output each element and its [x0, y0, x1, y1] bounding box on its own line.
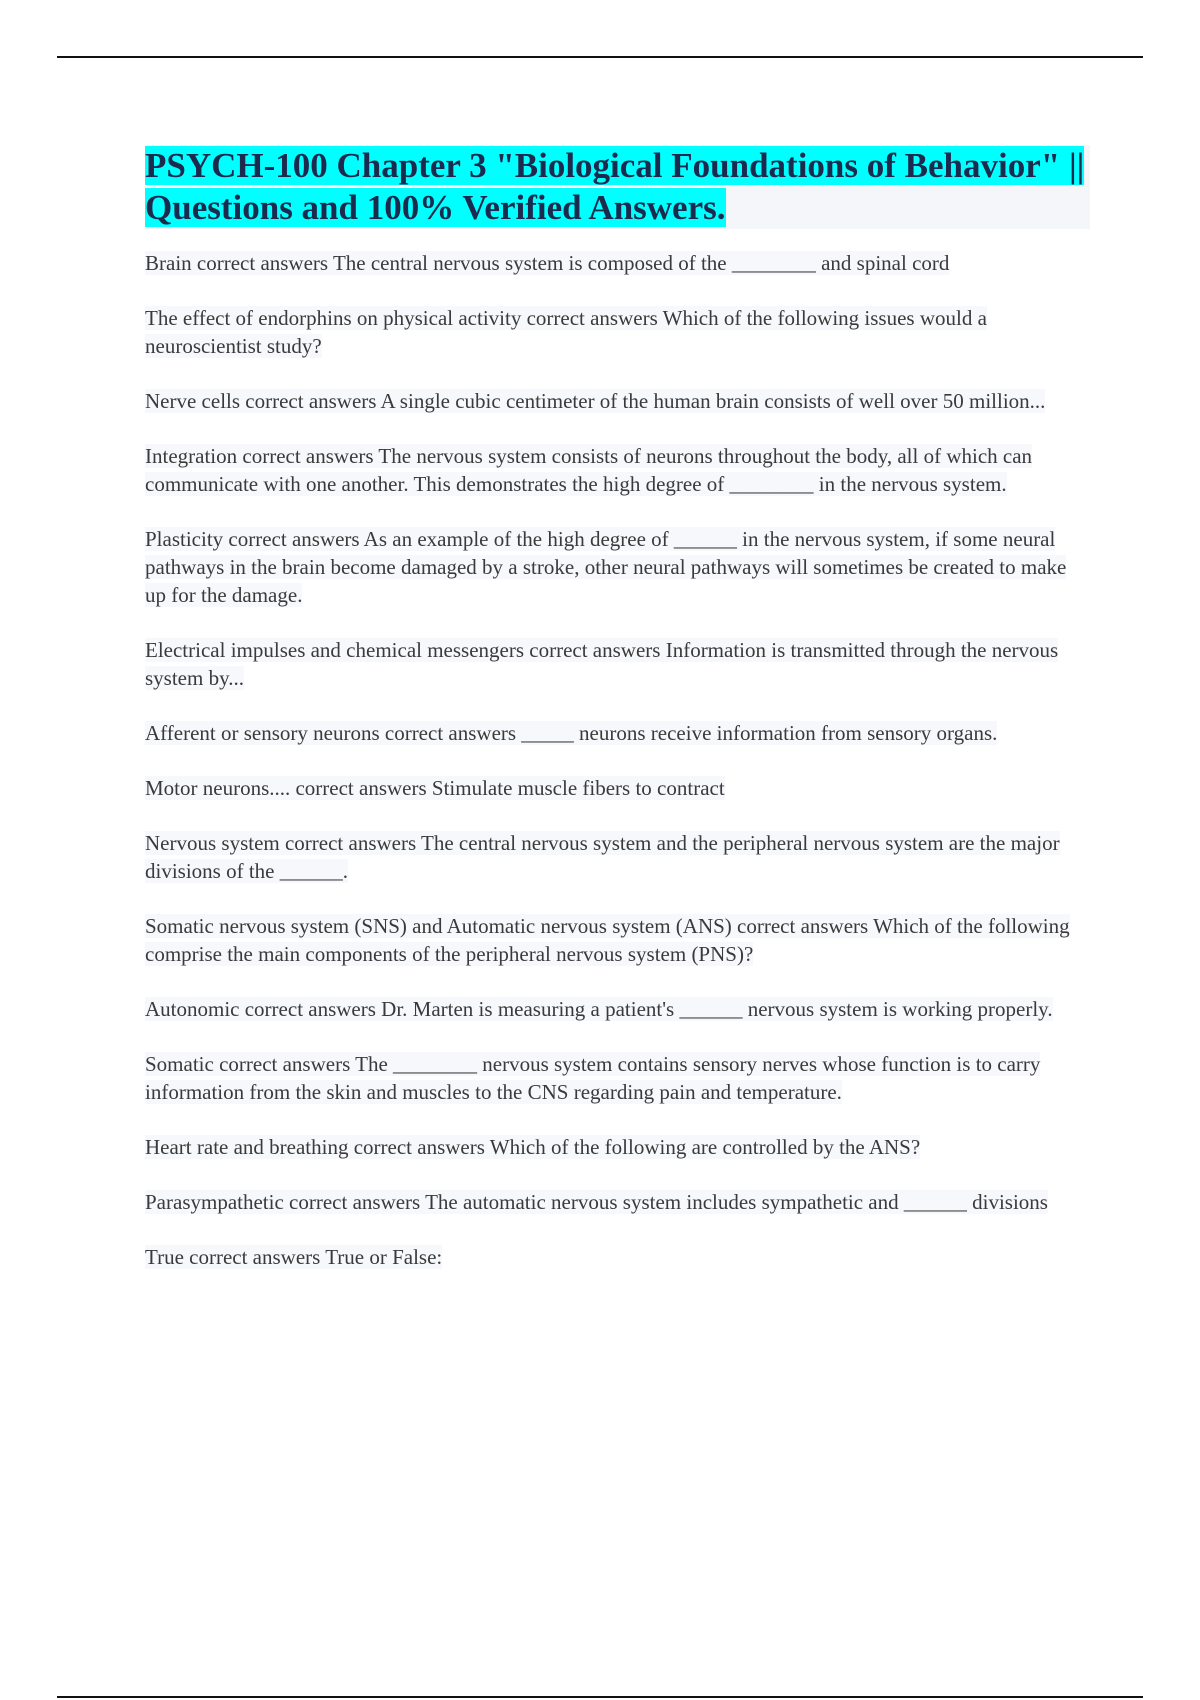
- qa-entry: [145, 442, 1090, 498]
- qa-entry-text: Somatic correct answers The ________ nervous system contains sensory nerves whose function is to carry information from the skin and muscles to the CNS regarding pain and temperature.: [145, 1052, 1041, 1104]
- qa-entry-text: Integration correct answers The nervous system consists of neurons throughout the body, all of which can communicate with one another. This demonstrates the high degree of ________ in the nervous system.: [145, 444, 1033, 496]
- qa-entry-text: Autonomic correct answers Dr. Marten is measuring a patient's ______ nervous system is working properly.: [145, 997, 1053, 1021]
- qa-entry-text: Electrical impulses and chemical messengers correct answers Information is transmitted through the nervous system by...: [145, 638, 1059, 690]
- document-title-text: PSYCH-100 Chapter 3 "Biological Foundations of Behavior" || Questions and 100% Verified Answers.: [145, 146, 1085, 227]
- qa-entry-text: Motor neurons.... correct answers Stimulate muscle fibers to contract: [145, 776, 725, 800]
- qa-entry-text: Nervous system correct answers The central nervous system and the peripheral nervous system are the major divisions of the ______.: [145, 831, 1060, 883]
- qa-entry: [145, 829, 1090, 885]
- qa-entry-text: Brain correct answers The central nervous system is composed of the ________ and spinal cord: [145, 251, 950, 275]
- qa-entry: [145, 304, 1090, 360]
- qa-entry: [145, 525, 1090, 609]
- top-rule: [57, 56, 1143, 58]
- qa-entry: [145, 774, 1090, 802]
- qa-entry: [145, 249, 1090, 277]
- qa-entry-text: True correct answers True or False:: [145, 1245, 443, 1269]
- qa-entry-text: Afferent or sensory neurons correct answers _____ neurons receive information from sensory organs.: [145, 721, 998, 745]
- qa-entry: [145, 719, 1090, 747]
- qa-entry: [145, 1243, 1090, 1271]
- qa-entry-text: Plasticity correct answers As an example of the high degree of ______ in the nervous system, if some neural pathways in the brain become damaged by a stroke, other neural pathways will sometimes be created to make up for the damage.: [145, 527, 1067, 607]
- qa-entry: [145, 912, 1090, 968]
- document-body: [145, 145, 1090, 1298]
- bottom-rule: [57, 1696, 1143, 1698]
- qa-entry: [145, 387, 1090, 415]
- qa-entry-text: Parasympathetic correct answers The automatic nervous system includes sympathetic and ______ divisions: [145, 1190, 1048, 1214]
- qa-entry: [145, 636, 1090, 692]
- qa-entry: [145, 1133, 1090, 1161]
- qa-entry-text: Somatic nervous system (SNS) and Automatic nervous system (ANS) correct answers Which of the following comprise the main components of the peripheral nervous system (PNS)?: [145, 914, 1070, 966]
- document-title: [145, 145, 1090, 229]
- qa-entry-text: The effect of endorphins on physical activity correct answers Which of the following issues would a neuroscientist study?: [145, 306, 987, 358]
- qa-entry: [145, 995, 1090, 1023]
- qa-list: [145, 249, 1090, 1271]
- qa-entry: [145, 1188, 1090, 1216]
- qa-entry-text: Nerve cells correct answers A single cubic centimeter of the human brain consists of well over 50 million...: [145, 389, 1046, 413]
- title-block: [145, 145, 1090, 229]
- qa-entry-text: Heart rate and breathing correct answers Which of the following are controlled by the ANS?: [145, 1135, 921, 1159]
- qa-entry: [145, 1050, 1090, 1106]
